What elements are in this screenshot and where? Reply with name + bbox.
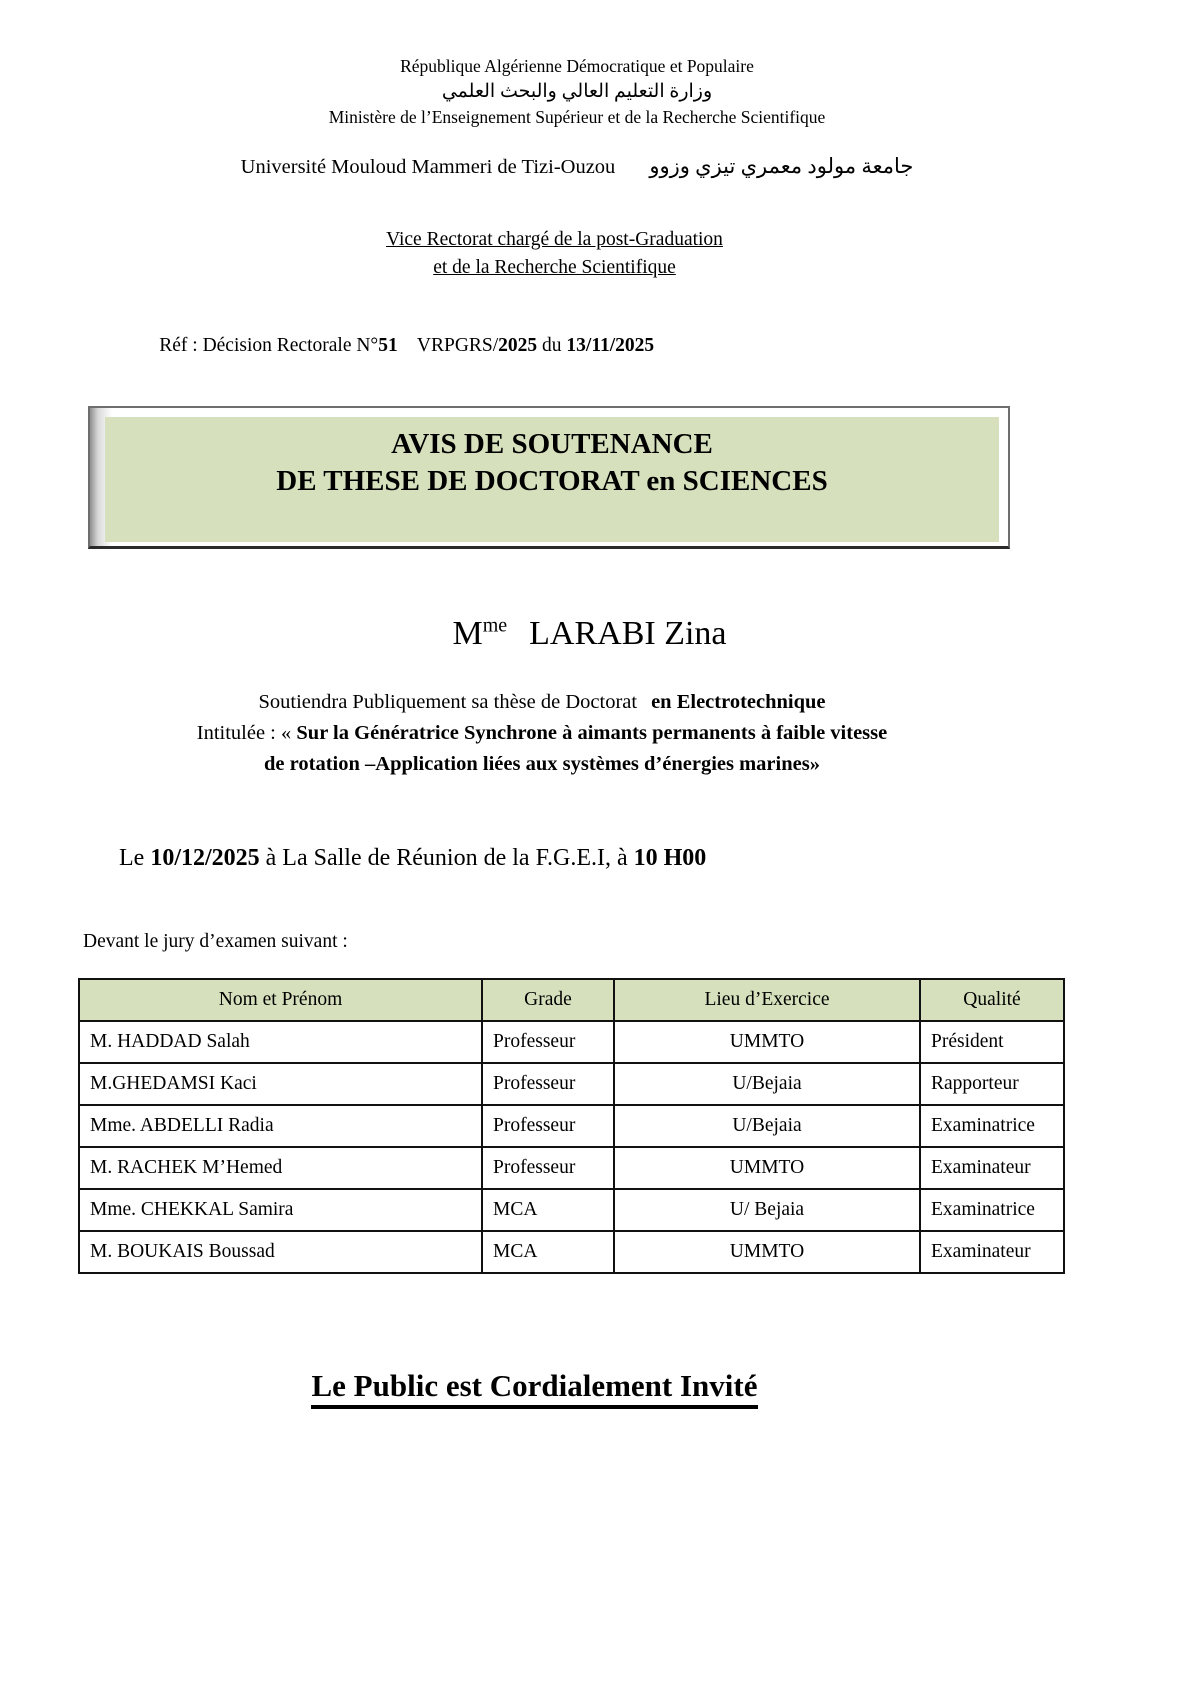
table-cell: U/Bejaia [614, 1105, 920, 1147]
university-name-french: Université Mouloud Mammeri de Tizi-Ouzou [240, 156, 616, 178]
table-cell: Examinatrice [920, 1189, 1064, 1231]
ministry-line-french: Ministère de l’Enseignement Supérieur et de la Recherche Scientifique [328, 107, 826, 127]
announcement-line1 [78, 687, 1006, 718]
table-row [79, 1063, 1064, 1105]
table-cell: Examinatrice [920, 1105, 1064, 1147]
table-row [79, 1147, 1064, 1189]
candidate-title: M [452, 615, 483, 652]
footer-line [78, 1368, 1101, 1409]
vice-rectorat-line2: et de la Recherche Scientifique [433, 257, 676, 278]
table-cell: U/ Bejaia [614, 1189, 920, 1231]
announcement-line1-regular: Soutiendra Publiquement sa thèse de Doctorat [258, 691, 638, 713]
reference-line [130, 313, 1101, 379]
table-cell: M. HADDAD Salah [79, 1021, 482, 1063]
table-cell: M.GHEDAMSI Kaci [79, 1063, 482, 1105]
university-line [78, 154, 1076, 179]
banner-title-line2: DE THESE DE DOCTORAT en SCIENCES [276, 465, 828, 497]
table-cell: MCA [482, 1189, 614, 1231]
table-cell: Mme. CHEKKAL Samira [79, 1189, 482, 1231]
jury-intro: Devant le jury d’examen suivant : [83, 931, 348, 952]
university-name-arabic: جامعة مولود معمري تيزي وزوو [649, 154, 914, 178]
jury-table-body [79, 1021, 1064, 1273]
table-cell: Professeur [482, 1105, 614, 1147]
table-cell: MCA [482, 1231, 614, 1273]
announcement-specialty: en Electrotechnique [651, 691, 826, 713]
thesis-title-part1: Sur la Génératrice Synchrone à aimants permanents à faible vitesse [296, 722, 888, 744]
table-cell: UMMTO [614, 1231, 920, 1273]
national-header [78, 54, 1101, 179]
table-cell: Rapporteur [920, 1063, 1064, 1105]
banner-title-line1: AVIS DE SOUTENANCE [391, 428, 713, 460]
banner-inner [105, 417, 999, 542]
vice-rectorat-line1: Vice Rectorat chargé de la post-Graduation [386, 229, 723, 250]
vice-rectorat-block [78, 226, 1101, 282]
column-header-lieu: Lieu d’Exercice [614, 979, 920, 1021]
thesis-title-part2: de rotation –Application liées aux systèmes d’énergies marines» [264, 753, 820, 775]
reference-number: 51 [378, 335, 398, 356]
table-cell: Examinateur [920, 1231, 1064, 1273]
schedule-location: à La Salle de Réunion de la F.G.E.I, à [259, 845, 634, 871]
jury-table-header [79, 979, 1064, 1021]
table-row [79, 1105, 1064, 1147]
column-header-name: Nom et Prénom [79, 979, 482, 1021]
header-row [79, 979, 1064, 1021]
reference-middle: VRPGRS/ [397, 335, 499, 356]
reference-date: 13/11/2025 [566, 335, 655, 356]
reference-prefix: Réf : Décision Rectorale N° [159, 335, 379, 356]
thesis-title-prefix: Intitulée : « [196, 722, 297, 744]
announcement-block [78, 687, 1101, 780]
candidate-title-superscript: me [482, 614, 508, 637]
table-cell: M. BOUKAIS Boussad [79, 1231, 482, 1273]
reference-year: 2025 [498, 335, 538, 356]
table-cell: Examinateur [920, 1147, 1064, 1189]
thesis-title-line1 [78, 718, 1006, 749]
table-cell: Professeur [482, 1147, 614, 1189]
public-invitation: Le Public est Cordialement Invité [311, 1368, 757, 1409]
table-cell: UMMTO [614, 1147, 920, 1189]
table-cell: M. RACHEK M’Hemed [79, 1147, 482, 1189]
reference-du: du [537, 335, 567, 356]
table-cell: Professeur [482, 1021, 614, 1063]
candidate-name-line [78, 615, 1101, 653]
table-cell: U/Bejaia [614, 1063, 920, 1105]
jury-table [78, 978, 1065, 1274]
schedule-prefix: Le [119, 845, 151, 871]
defense-date: 10/12/2025 [150, 845, 260, 871]
ministry-line-arabic: وزارة التعليم العالي والبحث العلمي [441, 81, 713, 102]
republic-line: République Algérienne Démocratique et Populaire [400, 56, 754, 76]
defense-time: 10 H00 [633, 845, 707, 871]
table-cell: Mme. ABDELLI Radia [79, 1105, 482, 1147]
table-cell: UMMTO [614, 1021, 920, 1063]
schedule-line [83, 818, 1101, 899]
banner [88, 406, 1010, 549]
table-row [79, 1231, 1064, 1273]
column-header-grade: Grade [482, 979, 614, 1021]
table-cell: Président [920, 1021, 1064, 1063]
candidate-name: LARABI Zina [529, 615, 727, 652]
table-row [79, 1189, 1064, 1231]
table-cell: Professeur [482, 1063, 614, 1105]
column-header-qualite: Qualité [920, 979, 1064, 1021]
table-row [79, 1021, 1064, 1063]
